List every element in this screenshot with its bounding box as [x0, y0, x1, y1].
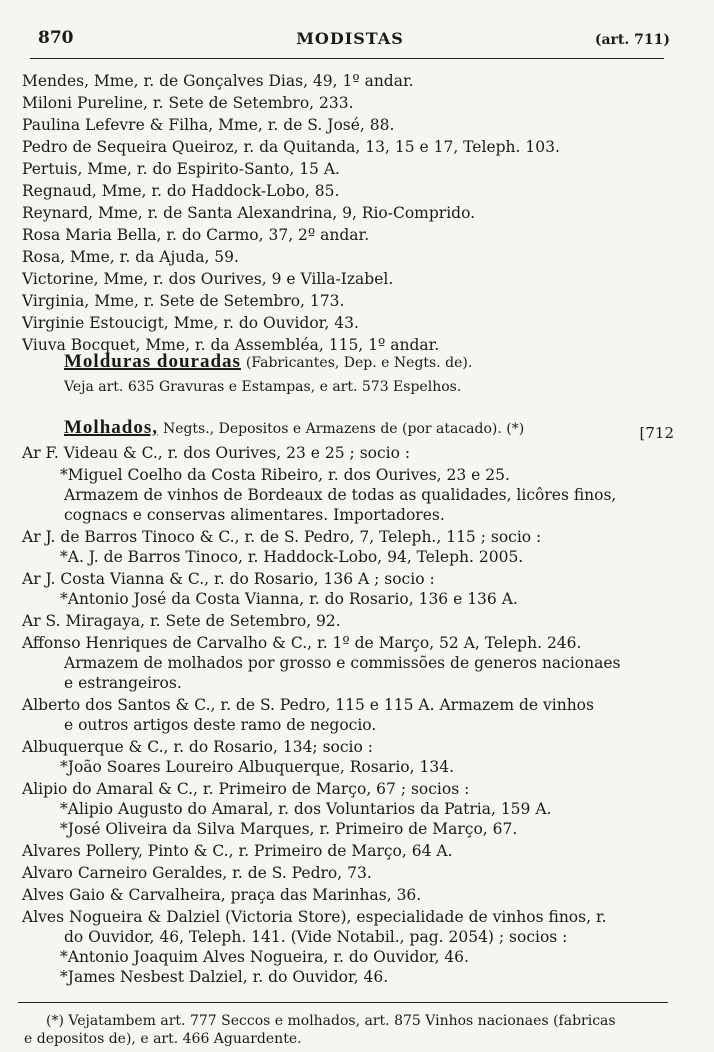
- list-item: *João Soares Loureiro Albuquerque, Rosario, 134.: [60, 758, 455, 776]
- list-item: *Antonio Joaquim Alves Nogueira, r. do Ouvidor, 46.: [60, 948, 469, 966]
- section-heading: Molhados,: [64, 417, 158, 438]
- list-item: *Antonio José da Costa Vianna, r. do Rosario, 136 e 136 A.: [60, 590, 518, 608]
- list-item: Ar F. Videau & C., r. dos Ourives, 23 e 25 ; socio :: [22, 444, 411, 462]
- header-rule: [30, 58, 664, 59]
- list-item: *Miguel Coelho da Costa Ribeiro, r. dos Ourives, 23 e 25.: [60, 466, 510, 484]
- list-item: Rosa Maria Bella, r. do Carmo, 37, 2º andar.: [22, 226, 370, 244]
- list-item: Mendes, Mme, r. de Gonçalves Dias, 49, 1º andar.: [22, 72, 414, 90]
- list-item: Armazem de molhados por grosso e commissões de generos nacionaes: [64, 654, 621, 672]
- page-title: MODISTAS: [296, 29, 404, 48]
- list-item: Alves Nogueira & Dalziel (Victoria Store), especialidade de vinhos finos, r.: [22, 908, 607, 926]
- section-molhados: [64, 418, 524, 439]
- list-item: Ar J. Costa Vianna & C., r. do Rosario, 136 A ; socio :: [22, 570, 435, 588]
- list-item: Alipio do Amaral & C., r. Primeiro de Março, 67 ; socios :: [22, 780, 470, 798]
- list-item: Victorine, Mme, r. dos Ourives, 9 e Villa-Izabel.: [22, 270, 394, 288]
- list-item: e estrangeiros.: [64, 674, 182, 692]
- list-item: Virginie Estoucigt, Mme, r. do Ouvidor, 43.: [22, 314, 359, 332]
- list-item: Ar S. Miragaya, r. Sete de Setembro, 92.: [22, 612, 341, 630]
- list-item: Alvares Pollery, Pinto & C., r. Primeiro de Março, 64 A.: [22, 842, 453, 860]
- list-item: Reynard, Mme, r. de Santa Alexandrina, 9, Rio-Comprido.: [22, 204, 476, 222]
- list-item: Ar J. de Barros Tinoco & C., r. de S. Pedro, 7, Teleph., 115 ; socio :: [22, 528, 542, 546]
- list-item: Paulina Lefevre & Filha, Mme, r. de S. José, 88.: [22, 116, 395, 134]
- list-item: Armazem de vinhos de Bordeaux de todas as qualidades, licôres finos,: [64, 486, 617, 504]
- list-item: *José Oliveira da Silva Marques, r. Primeiro de Março, 67.: [60, 820, 518, 838]
- list-item: *Alipio Augusto do Amaral, r. dos Voluntarios da Patria, 159 A.: [60, 800, 552, 818]
- cross-reference: Veja art. 635 Gravuras e Estampas, e art. 573 Espelhos.: [64, 379, 462, 395]
- footnote-rule: [18, 1002, 668, 1003]
- list-item: *James Nesbest Dalziel, r. do Ouvidor, 46.: [60, 968, 389, 986]
- list-item: Alves Gaio & Carvalheira, praça das Marinhas, 36.: [22, 886, 422, 904]
- list-item: Pertuis, Mme, r. do Espirito-Santo, 15 A.: [22, 160, 340, 178]
- section-subtitle: Negts., Depositos e Armazens de (por atacado). (*): [162, 421, 525, 437]
- list-item: do Ouvidor, 46, Teleph. 141. (Vide Notabil., pag. 2054) ; socios :: [64, 928, 568, 946]
- list-item: e outros artigos deste ramo de negocio.: [64, 716, 377, 734]
- section-molduras: [64, 352, 472, 373]
- list-item: *A. J. de Barros Tinoco, r. Haddock-Lobo, 94, Teleph. 2005.: [60, 548, 524, 566]
- footnote-line: (*) Vejatambem art. 777 Seccos e molhados, art. 875 Vinhos nacionaes (fabricas: [46, 1013, 616, 1029]
- list-item: cognacs e conservas alimentares. Importadores.: [64, 506, 445, 524]
- article-reference: (art. 711): [594, 32, 670, 48]
- list-item: Regnaud, Mme, r. do Haddock-Lobo, 85.: [22, 182, 340, 200]
- list-item: Albuquerque & C., r. do Rosario, 134; socio :: [22, 738, 373, 756]
- list-item: Alvaro Carneiro Geraldes, r. de S. Pedro, 73.: [22, 864, 372, 882]
- page-number: 870: [38, 28, 74, 48]
- list-item: Virginia, Mme, r. Sete de Setembro, 173.: [22, 292, 345, 310]
- list-item: Affonso Henriques de Carvalho & C., r. 1º de Março, 52 A, Teleph. 246.: [22, 634, 582, 652]
- list-item: Alberto dos Santos & C., r. de S. Pedro, 115 e 115 A. Armazem de vinhos: [22, 696, 594, 714]
- footnote-line: e depositos de), e art. 466 Aguardente.: [24, 1031, 302, 1047]
- list-item: Pedro de Sequeira Queiroz, r. da Quitanda, 13, 15 e 17, Teleph. 103.: [22, 138, 560, 156]
- section-subtitle: (Fabricantes, Dep. e Negts. de).: [245, 355, 473, 371]
- list-item: Rosa, Mme, r. da Ajuda, 59.: [22, 248, 239, 266]
- page-header: [30, 28, 670, 52]
- section-heading: Molduras douradas: [64, 351, 241, 372]
- list-item: Viuva Bocquet, Mme, r. da Assembléa, 115, 1º andar.: [22, 336, 440, 354]
- article-number: [712: [639, 424, 674, 442]
- list-item: Miloni Pureline, r. Sete de Setembro, 233.: [22, 94, 354, 112]
